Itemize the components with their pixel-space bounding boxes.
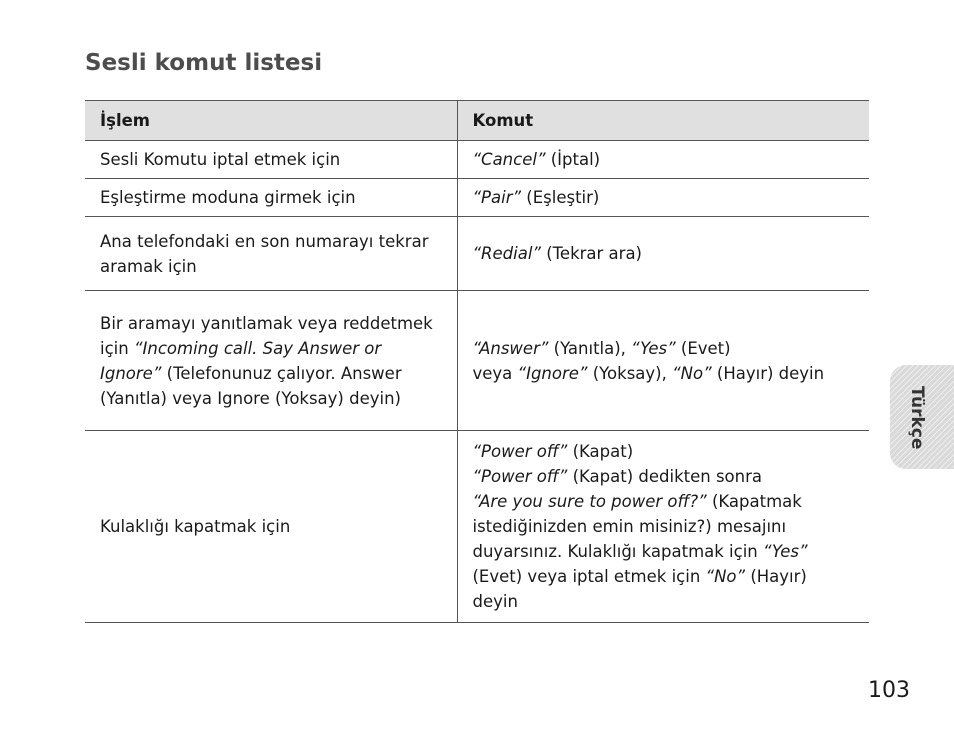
text-run: (Kapatmak istediğinizden emin misiniz?) mesajını duyarsınız. Kulaklığı kapatmak için — [472, 492, 802, 561]
text-run: (Evet) — [675, 338, 731, 358]
action-cell: Kulaklığı kapatmak için — [85, 431, 457, 623]
text-run: (Yoksay), — [587, 363, 673, 383]
text-run: (Tekrar ara) — [540, 244, 642, 263]
command-phrase: “Answer” — [472, 338, 549, 358]
command-phrase: “Cancel” — [472, 150, 546, 169]
text-run: Bir aramayı yanıtlamak veya reddetmek için — [100, 313, 433, 358]
command-line — [473, 241, 855, 266]
language-tab-label: Türkçe — [907, 386, 927, 450]
table-row — [85, 431, 869, 623]
text-run: (Telefonunuz çalıyor. Answer (Yanıtla) veya Ignore (Yoksay) deyin) — [100, 363, 402, 408]
command-phrase: “Power off” — [472, 442, 568, 461]
command-phrase: “Are you sure to power off?” — [472, 492, 707, 511]
header-command: Komut — [457, 101, 869, 141]
command-phrase: “Pair” — [472, 188, 522, 207]
command-cell — [457, 291, 869, 431]
table-row — [85, 217, 869, 291]
table-header-row — [85, 101, 869, 141]
table-row — [85, 141, 869, 179]
text-run: veya — [472, 363, 518, 383]
command-line — [473, 464, 855, 489]
command-phrase: “Power off” — [472, 467, 568, 486]
command-line — [473, 147, 855, 172]
command-line — [473, 336, 855, 361]
command-line — [473, 489, 855, 614]
command-phrase: “Redial” — [472, 244, 541, 263]
command-line — [473, 361, 855, 386]
command-phrase: “Yes” — [631, 338, 676, 358]
page-number: 103 — [868, 678, 910, 703]
command-phrase: “Incoming call. Say Answer or Ignore” — [100, 338, 382, 383]
text-run: (Hayır) deyin — [711, 363, 825, 383]
text-run: (Yanıtla), — [548, 338, 632, 358]
command-cell — [457, 141, 869, 179]
action-cell: Sesli Komutu iptal etmek için — [85, 141, 457, 179]
text-run: (Evet) veya iptal etmek için — [472, 567, 706, 586]
voice-command-table — [85, 100, 869, 623]
text-run: (Kapat) dedikten sonra — [567, 467, 762, 486]
action-cell: Ana telefondaki en son numarayı tekrar aramak için — [85, 217, 457, 291]
table-row — [85, 179, 869, 217]
action-cell: Eşleştirme moduna girmek için — [85, 179, 457, 217]
command-phrase: “No” — [705, 567, 746, 586]
text-run: (Kapat) — [567, 442, 634, 461]
action-cell — [85, 291, 457, 431]
text-run: (Hayır) deyin — [472, 567, 807, 611]
page-title: Sesli komut listesi — [85, 50, 323, 76]
command-phrase: “Ignore” — [517, 363, 588, 383]
header-action: İşlem — [85, 101, 457, 141]
command-line — [473, 185, 855, 210]
command-line — [473, 439, 855, 464]
table-row — [85, 291, 869, 431]
text-run: (İptal) — [545, 150, 601, 169]
text-run: (Eşleştir) — [521, 188, 600, 207]
command-cell — [457, 179, 869, 217]
command-phrase: “No” — [672, 363, 712, 383]
command-cell — [457, 217, 869, 291]
command-phrase: “Yes” — [763, 542, 808, 561]
command-cell — [457, 431, 869, 623]
